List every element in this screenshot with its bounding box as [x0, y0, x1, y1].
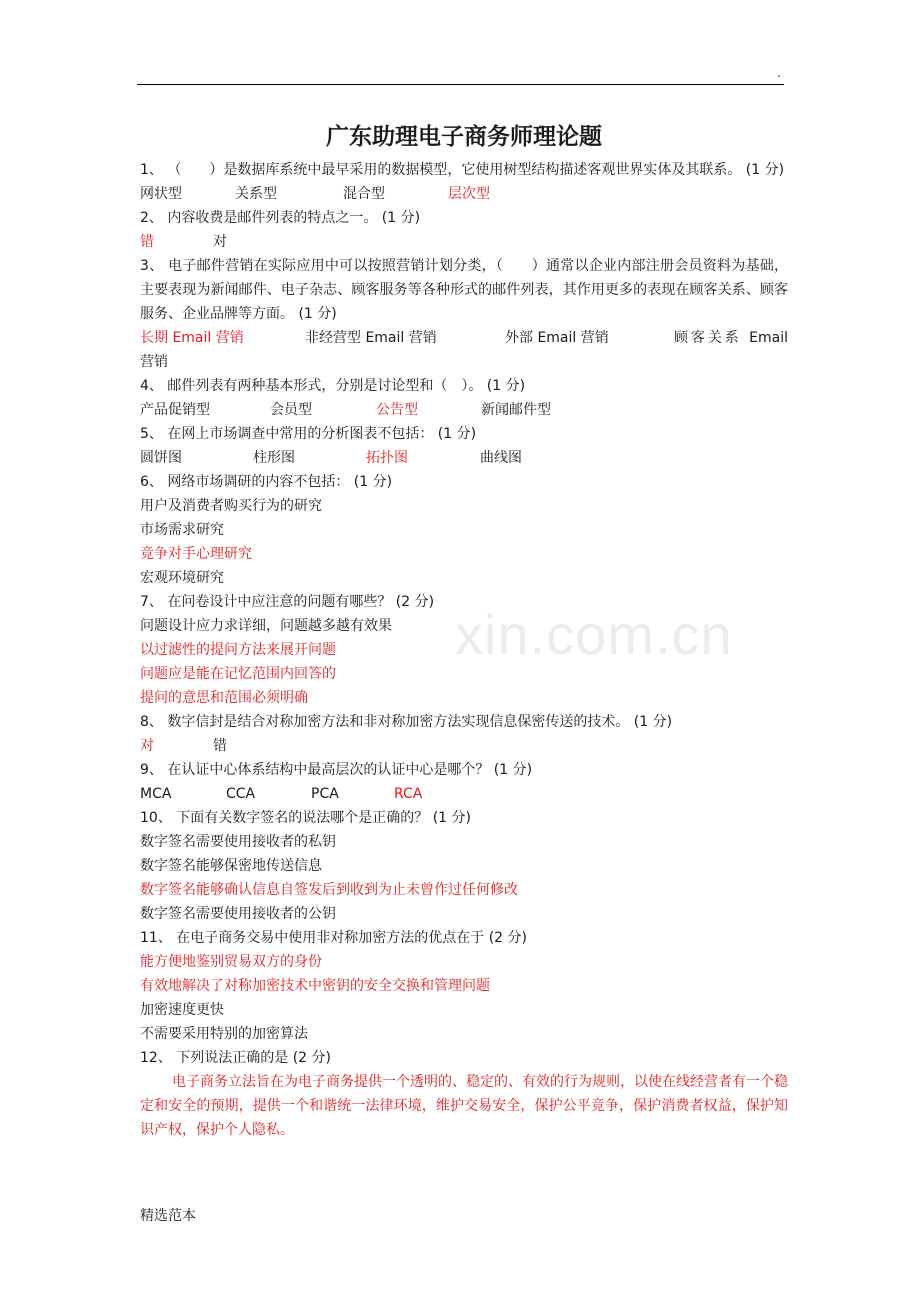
option: 顾客关系 Email 营销	[140, 330, 788, 370]
question-9-options	[140, 782, 788, 806]
option-answer: 拓扑图	[366, 450, 408, 466]
option-answer: 长期 Email 营销	[140, 330, 244, 346]
option: 不需要采用特别的加密算法	[140, 1026, 308, 1042]
watermark: xin.com.cn	[455, 603, 733, 666]
option: 对	[213, 234, 227, 250]
option-answer: 对	[140, 738, 154, 754]
option-answer: 能方便地鉴别贸易双方的身份	[140, 954, 322, 970]
option: 新闻邮件型	[481, 402, 551, 418]
option: 宏观环境研究	[140, 570, 224, 586]
question-10: 10、 下面有关数字签名的说法哪个是正确的？ (1 分)	[140, 810, 471, 826]
question-4-options	[140, 398, 788, 422]
option: 非经营型 Email 营销	[305, 330, 437, 346]
question-8-options	[140, 734, 788, 758]
option: 外部 Email 营销	[505, 330, 609, 346]
option: 圆饼图	[140, 450, 182, 466]
option: 数字签名需要使用接收者的私钥	[140, 834, 336, 850]
question-12: 12、 下列说法正确的是 (2 分)	[140, 1050, 331, 1066]
option-answer: 以过滤性的提问方法来展开问题	[140, 642, 336, 658]
option: 会员型	[270, 402, 312, 418]
footer-text: 精选范本	[140, 1208, 196, 1224]
question-1: 1、 （ ）是数据库系统中最早采用的数据模型，它使用树型结构描述客观世界实体及其联系。 (1 分)	[140, 162, 785, 178]
document-body	[140, 120, 788, 1142]
question-3-options	[140, 326, 788, 374]
option-answer: 竞争对手心理研究	[140, 546, 252, 562]
option-answer: 有效地解决了对称加密技术中密钥的安全交换和管理问题	[140, 978, 490, 994]
option: 柱形图	[253, 450, 295, 466]
header-dot: .	[777, 66, 781, 80]
question-2-options	[140, 230, 788, 254]
question-11: 11、 在电子商务交易中使用非对称加密方法的优点在于 (2 分)	[140, 930, 527, 946]
question-2: 2、 内容收费是邮件列表的特点之一。 (1 分)	[140, 210, 421, 226]
question-9: 9、 在认证中心体系结构中最高层次的认证中心是哪个？ (1 分)	[140, 762, 533, 778]
question-3: 3、 电子邮件营销在实际应用中可以按照营销计划分类，（ ）通常以企业内部注册会员资料为基础，主要表现为新闻邮件、电子杂志、顾客服务等各种形式的邮件列表，其作用更多的表现在顾客关系、顾客服务、企业品牌等方面。 (1 分)	[140, 258, 788, 322]
option-answer: RCA	[394, 786, 423, 802]
option: 数字签名能够保密地传送信息	[140, 858, 322, 874]
option: 曲线图	[480, 450, 522, 466]
question-6: 6、 网络市场调研的内容不包括： (1 分)	[140, 474, 393, 490]
question-5: 5、 在网上市场调查中常用的分析图表不包括： (1 分)	[140, 426, 477, 442]
option: 错	[213, 738, 227, 754]
option-answer: 公告型	[376, 402, 418, 418]
option: 用户及消费者购买行为的研究	[140, 498, 322, 514]
option: 问题设计应力求详细，问题越多越有效果	[140, 618, 392, 634]
option-answer: 提问的意思和范围必须明确	[140, 690, 308, 706]
question-5-options	[140, 446, 788, 470]
option: 加密速度更快	[140, 1002, 224, 1018]
option: CCA	[226, 786, 256, 802]
option: 市场需求研究	[140, 522, 224, 538]
header-rule	[137, 84, 784, 85]
question-1-options	[140, 182, 788, 206]
option: MCA	[140, 786, 172, 802]
question-8: 8、 数字信封是结合对称加密方法和非对称加密方法实现信息保密传送的技术。 (1 分)	[140, 714, 673, 730]
option-answer: 层次型	[448, 186, 490, 202]
option: 数字签名需要使用接收者的公钥	[140, 906, 336, 922]
question-4: 4、 邮件列表有两种基本形式，分别是讨论型和（ ）。 (1 分)	[140, 378, 526, 394]
option-answer: 数字签名能够确认信息自签发后到收到为止未曾作过任何修改	[140, 882, 518, 898]
question-7: 7、 在问卷设计中应注意的问题有哪些？ (2 分)	[140, 594, 435, 610]
option-answer: 问题应是能在记忆范围内回答的	[140, 666, 336, 682]
option-answer: 错	[140, 234, 154, 250]
option: 产品促销型	[140, 402, 210, 418]
answer-paragraph: 电子商务立法旨在为电子商务提供一个透明的、稳定的、有效的行为规则，以使在线经营者有一个稳定和安全的预期，提供一个和谐统一法律环境，维护交易安全，保护公平竞争，保护消费者权益，保护知识产权，保护个人隐私。	[140, 1074, 788, 1138]
option: 网状型	[140, 186, 182, 202]
option: 关系型	[235, 186, 277, 202]
option: PCA	[311, 786, 339, 802]
option: 混合型	[343, 186, 385, 202]
page-title: 广东助理电子商务师理论题	[326, 124, 602, 150]
